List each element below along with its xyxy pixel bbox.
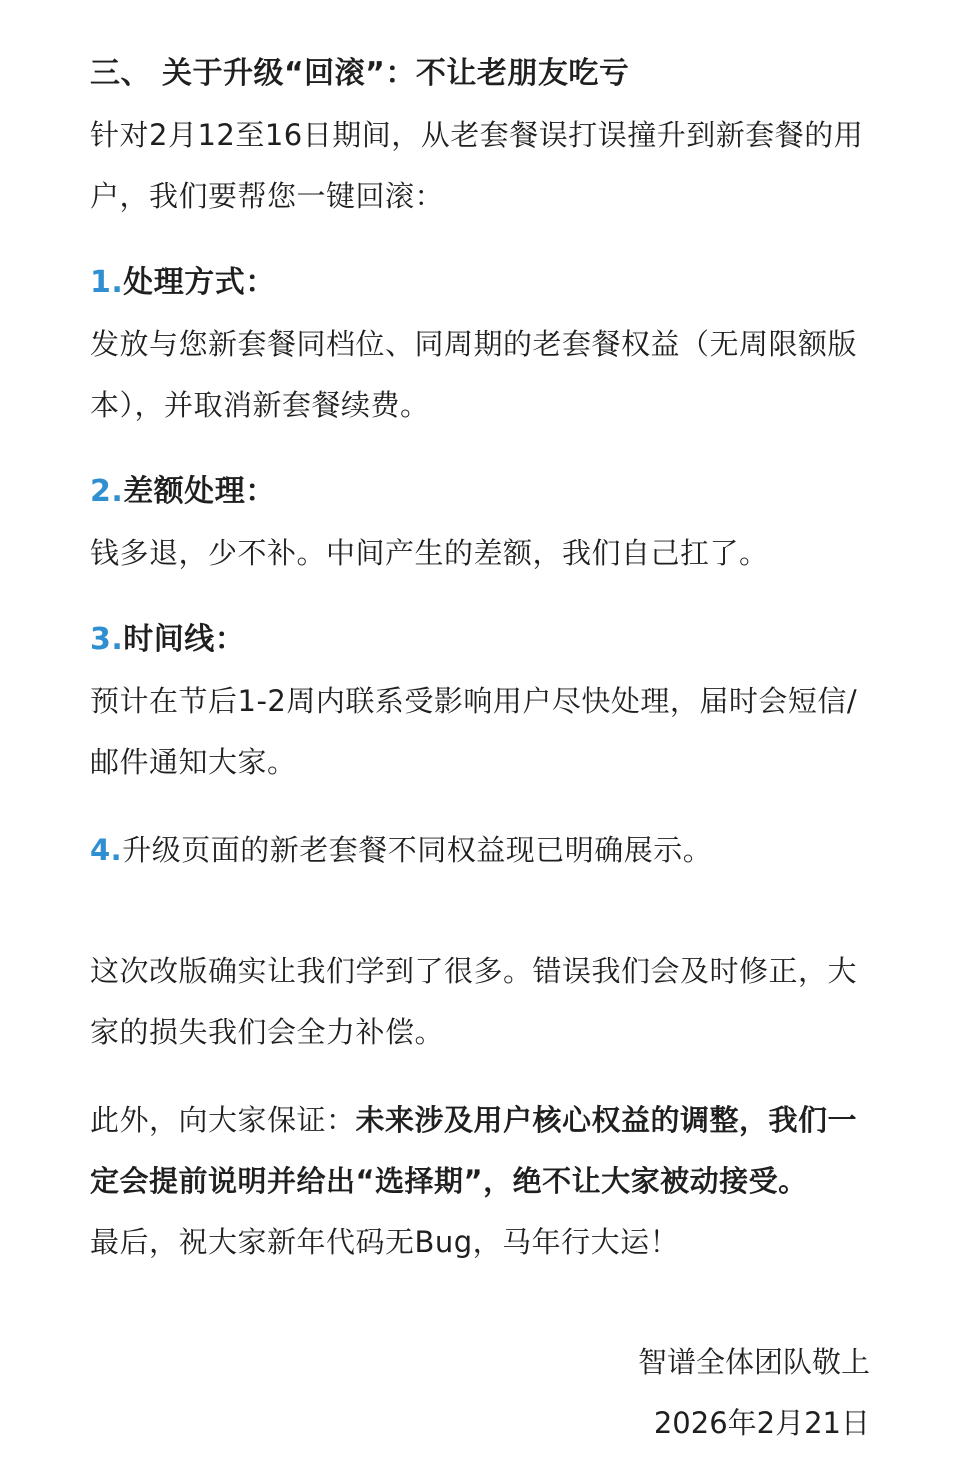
item-3-heading <box>90 620 880 660</box>
item-4-text: 升级页面的新老套餐不同权益现已明确展示。 <box>122 833 713 867</box>
closing-line-1: 这次改版确实让我们学到了很多。错误我们会及时修正，大 <box>90 954 858 988</box>
item-3-line-2: 邮件通知大家。 <box>90 745 297 779</box>
item-2-heading <box>90 472 880 512</box>
item-2-line-1: 钱多退，少不补。中间产生的差额，我们自己扛了。 <box>90 536 769 570</box>
item-1-heading <box>90 263 880 303</box>
item-2-number: 2. <box>90 474 124 509</box>
item-1-line-2: 本），并取消新套餐续费。 <box>90 388 430 422</box>
promise-prefix: 此外，向大家保证： <box>90 1103 356 1137</box>
item-3-title: 时间线： <box>123 622 246 657</box>
promise-line-1 <box>90 1100 880 1140</box>
closing-line-2: 家的损失我们会全力补偿。 <box>90 1015 445 1049</box>
item-4 <box>90 830 880 870</box>
section-title: 三、 关于升级“回滚”：不让老朋友吃亏 <box>90 56 630 91</box>
item-3-number: 3. <box>90 622 124 657</box>
intro-line-2: 户，我们要帮您一键回滚： <box>90 179 445 213</box>
wish-line: 最后，祝大家新年代码无Bug，马年行大运！ <box>90 1225 680 1259</box>
item-4-number: 4. <box>90 833 123 867</box>
intro-line-1: 针对2月12至16日期间，从老套餐误打误撞升到新套餐的用 <box>90 118 864 152</box>
item-3-line-1: 预计在节后1-2周内联系受影响用户尽快处理，届时会短信/ <box>90 684 858 718</box>
signature: 智谱全体团队敬上 <box>637 1345 870 1379</box>
item-1-number: 1. <box>90 265 124 300</box>
item-1-title: 处理方式： <box>123 265 276 300</box>
item-2-title: 差额处理： <box>123 474 276 509</box>
item-1-line-1: 发放与您新套餐同档位、同周期的老套餐权益（无周限额版 <box>90 327 858 361</box>
promise-bold-1: 未来涉及用户核心权益的调整，我们一 <box>355 1103 858 1137</box>
date: 2026年2月21日 <box>653 1406 870 1440</box>
promise-line-2: 定会提前说明并给出“选择期”，绝不让大家被动接受。 <box>90 1164 808 1198</box>
